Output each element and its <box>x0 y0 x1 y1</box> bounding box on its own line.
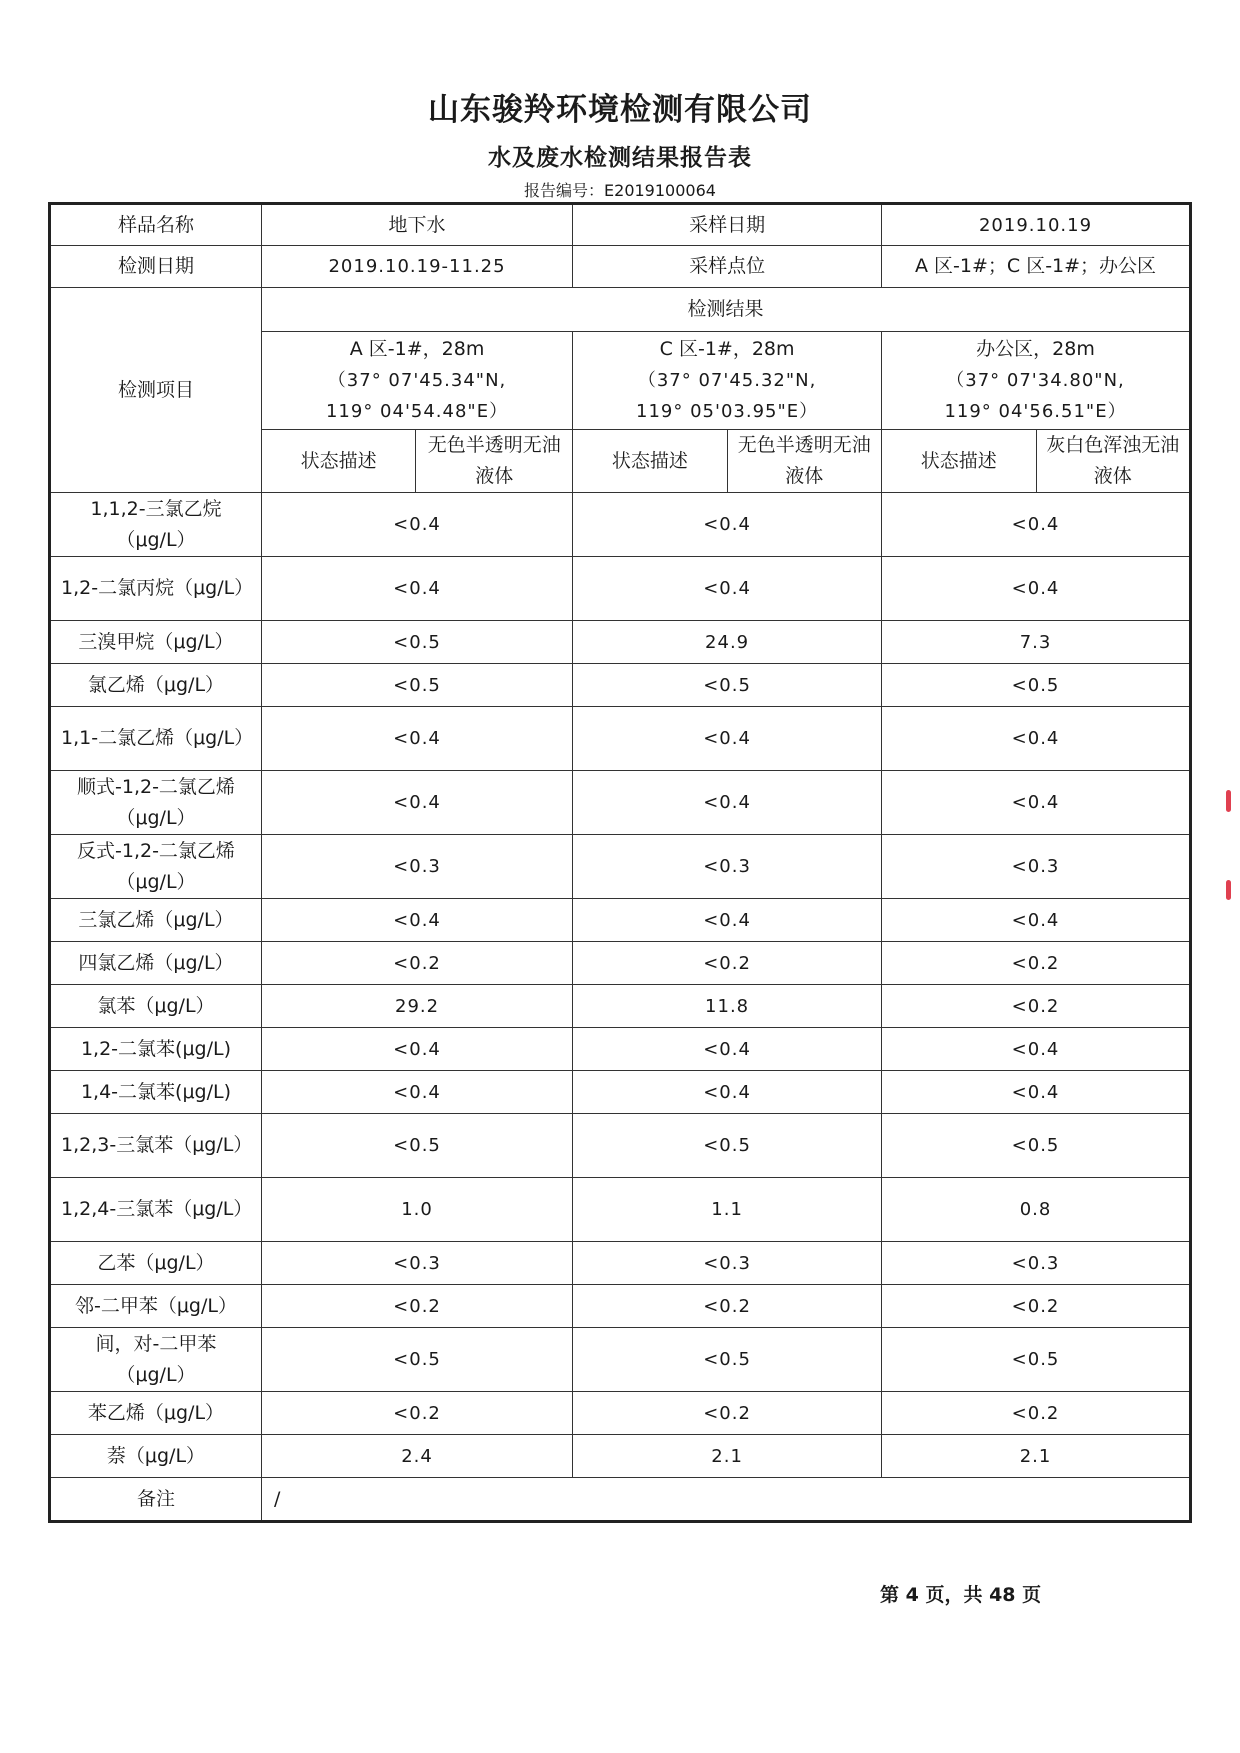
table-row <box>50 985 1191 1028</box>
results-heading-row <box>50 288 1191 332</box>
value-site-c: 11.8 <box>573 985 882 1028</box>
site-c <box>573 332 882 430</box>
value-site-c: <0.4 <box>573 771 882 835</box>
remark-label: 备注 <box>50 1478 262 1522</box>
test-item-name: 1,1-二氯乙烯（μg/L） <box>50 707 262 771</box>
results-header: 检测结果 <box>261 288 1190 332</box>
test-item-name: 间，对-二甲苯（μg/L） <box>50 1328 262 1392</box>
sample-name-label: 样品名称 <box>50 204 262 246</box>
table-row <box>50 1242 1191 1285</box>
value-site-office: <0.2 <box>882 942 1191 985</box>
value-site-c: 1.1 <box>573 1178 882 1242</box>
test-item-name: 四氯乙烯（μg/L） <box>50 942 262 985</box>
site-c-name: C 区-1#，28m <box>659 338 795 360</box>
state-value-a: 无色半透明无油液体 <box>416 430 573 493</box>
value-site-c: <0.5 <box>573 664 882 707</box>
page-number: 第 4 页，共 48 页 <box>880 1584 1042 1606</box>
test-item-name: 邻-二甲苯（μg/L） <box>50 1285 262 1328</box>
value-site-a: <0.4 <box>261 557 572 621</box>
value-site-c: <0.4 <box>573 899 882 942</box>
value-site-office: <0.2 <box>882 1392 1191 1435</box>
table-row <box>50 835 1191 899</box>
remark-value: / <box>261 1478 1190 1522</box>
value-site-a: 1.0 <box>261 1178 572 1242</box>
value-site-office: <0.3 <box>882 1242 1191 1285</box>
table-row <box>50 1435 1191 1478</box>
table-row <box>50 621 1191 664</box>
value-site-a: <0.3 <box>261 835 572 899</box>
site-office-lat: （37° 07'34.80"N, <box>946 370 1125 391</box>
test-item-name: 氯苯（μg/L） <box>50 985 262 1028</box>
test-item-name: 三溴甲烷（μg/L） <box>50 621 262 664</box>
value-site-a: <0.4 <box>261 899 572 942</box>
test-item-name: 氯乙烯（μg/L） <box>50 664 262 707</box>
test-item-name: 1,2,4-三氯苯（μg/L） <box>50 1178 262 1242</box>
report-number: 报告编号：E2019100064 <box>524 181 716 200</box>
table-row <box>50 557 1191 621</box>
value-site-c: <0.4 <box>573 493 882 557</box>
value-site-office: <0.4 <box>882 1028 1191 1071</box>
data-rows <box>50 493 1191 1478</box>
value-site-a: <0.4 <box>261 707 572 771</box>
value-site-a: <0.5 <box>261 664 572 707</box>
value-site-c: <0.3 <box>573 835 882 899</box>
value-site-a: <0.2 <box>261 1285 572 1328</box>
value-site-a: <0.2 <box>261 1392 572 1435</box>
value-site-office: <0.3 <box>882 835 1191 899</box>
value-site-office: <0.4 <box>882 899 1191 942</box>
value-site-office: <0.2 <box>882 1285 1191 1328</box>
state-label-c: 状态描述 <box>573 430 727 493</box>
table-row <box>50 1285 1191 1328</box>
state-label-a: 状态描述 <box>261 430 415 493</box>
value-site-a: 29.2 <box>261 985 572 1028</box>
value-site-office: <0.4 <box>882 707 1191 771</box>
test-item-name: 1,1,2-三氯乙烷（μg/L） <box>50 493 262 557</box>
site-c-lat: （37° 07'45.32"N, <box>637 370 817 391</box>
table-row <box>50 493 1191 557</box>
test-item-name: 萘（μg/L） <box>50 1435 262 1478</box>
value-site-a: <0.4 <box>261 771 572 835</box>
test-item-header: 检测项目 <box>50 288 262 493</box>
value-site-a: <0.5 <box>261 1328 572 1392</box>
site-office <box>882 332 1191 430</box>
site-c-lon: 119° 05'03.95"E） <box>636 401 819 422</box>
sampling-point-value: A 区-1#；C 区-1#；办公区 <box>882 246 1191 288</box>
state-label-office: 状态描述 <box>882 430 1036 493</box>
value-site-office: 0.8 <box>882 1178 1191 1242</box>
value-site-a: <0.4 <box>261 1071 572 1114</box>
value-site-c: <0.4 <box>573 707 882 771</box>
value-site-a: <0.5 <box>261 1114 572 1178</box>
sample-name-value: 地下水 <box>261 204 572 246</box>
info-row-1 <box>50 204 1191 246</box>
value-site-c: <0.4 <box>573 1071 882 1114</box>
value-site-c: 2.1 <box>573 1435 882 1478</box>
site-a-lat: （37° 07'45.34"N, <box>327 370 507 391</box>
value-site-office: <0.4 <box>882 557 1191 621</box>
test-item-name: 1,2-二氯丙烷（μg/L） <box>50 557 262 621</box>
value-site-office: <0.5 <box>882 664 1191 707</box>
test-date-value: 2019.10.19-11.25 <box>261 246 572 288</box>
test-item-name: 1,2,3-三氯苯（μg/L） <box>50 1114 262 1178</box>
test-item-name: 1,2-二氯苯(μg/L) <box>50 1028 262 1071</box>
table-row <box>50 1114 1191 1178</box>
value-site-c: <0.4 <box>573 557 882 621</box>
value-site-a: <0.4 <box>261 493 572 557</box>
value-site-c: <0.4 <box>573 1028 882 1071</box>
test-date-label: 检测日期 <box>50 246 262 288</box>
value-site-office: <0.4 <box>882 771 1191 835</box>
value-site-office: 7.3 <box>882 621 1191 664</box>
sampling-date-value: 2019.10.19 <box>882 204 1191 246</box>
value-site-office: <0.4 <box>882 1071 1191 1114</box>
site-office-name: 办公区，28m <box>976 338 1095 360</box>
value-site-office: <0.2 <box>882 985 1191 1028</box>
site-office-lon: 119° 04'56.51"E） <box>944 401 1127 422</box>
table-row <box>50 899 1191 942</box>
value-site-c: <0.2 <box>573 1392 882 1435</box>
table-row <box>50 771 1191 835</box>
table-row <box>50 1328 1191 1392</box>
sampling-point-label: 采样点位 <box>573 246 882 288</box>
test-item-name: 反式-1,2-二氯乙烯（μg/L） <box>50 835 262 899</box>
company-name: 山东骏羚环境检测有限公司 <box>428 92 812 128</box>
value-site-c: <0.5 <box>573 1328 882 1392</box>
value-site-office: <0.5 <box>882 1114 1191 1178</box>
test-item-name: 乙苯（μg/L） <box>50 1242 262 1285</box>
value-site-a: <0.5 <box>261 621 572 664</box>
test-item-name: 顺式-1,2-二氯乙烯（μg/L） <box>50 771 262 835</box>
test-item-name: 苯乙烯（μg/L） <box>50 1392 262 1435</box>
results-table <box>48 202 1192 1523</box>
table-row <box>50 1028 1191 1071</box>
value-site-a: <0.2 <box>261 942 572 985</box>
test-item-name: 1,4-二氯苯(μg/L) <box>50 1071 262 1114</box>
state-value-office: 灰白色浑浊无油液体 <box>1036 430 1191 493</box>
table-row <box>50 1071 1191 1114</box>
table-row <box>50 1392 1191 1435</box>
value-site-c: 24.9 <box>573 621 882 664</box>
red-mark <box>1226 880 1231 900</box>
report-title: 水及废水检测结果报告表 <box>488 145 752 171</box>
value-site-a: <0.4 <box>261 1028 572 1071</box>
table-row <box>50 942 1191 985</box>
site-a <box>261 332 572 430</box>
value-site-c: <0.5 <box>573 1114 882 1178</box>
value-site-c: <0.3 <box>573 1242 882 1285</box>
value-site-c: <0.2 <box>573 942 882 985</box>
table-row <box>50 1178 1191 1242</box>
value-site-office: <0.5 <box>882 1328 1191 1392</box>
remark-row <box>50 1478 1191 1522</box>
red-mark <box>1226 790 1231 812</box>
value-site-office: 2.1 <box>882 1435 1191 1478</box>
table-row <box>50 707 1191 771</box>
test-item-name: 三氯乙烯（μg/L） <box>50 899 262 942</box>
value-site-a: <0.3 <box>261 1242 572 1285</box>
state-value-c: 无色半透明无油液体 <box>727 430 881 493</box>
site-a-lon: 119° 04'54.48"E） <box>325 401 509 422</box>
sampling-date-label: 采样日期 <box>573 204 882 246</box>
site-a-name: A 区-1#，28m <box>349 338 485 360</box>
table-row <box>50 664 1191 707</box>
value-site-a: 2.4 <box>261 1435 572 1478</box>
value-site-office: <0.4 <box>882 493 1191 557</box>
info-row-2 <box>50 246 1191 288</box>
value-site-c: <0.2 <box>573 1285 882 1328</box>
